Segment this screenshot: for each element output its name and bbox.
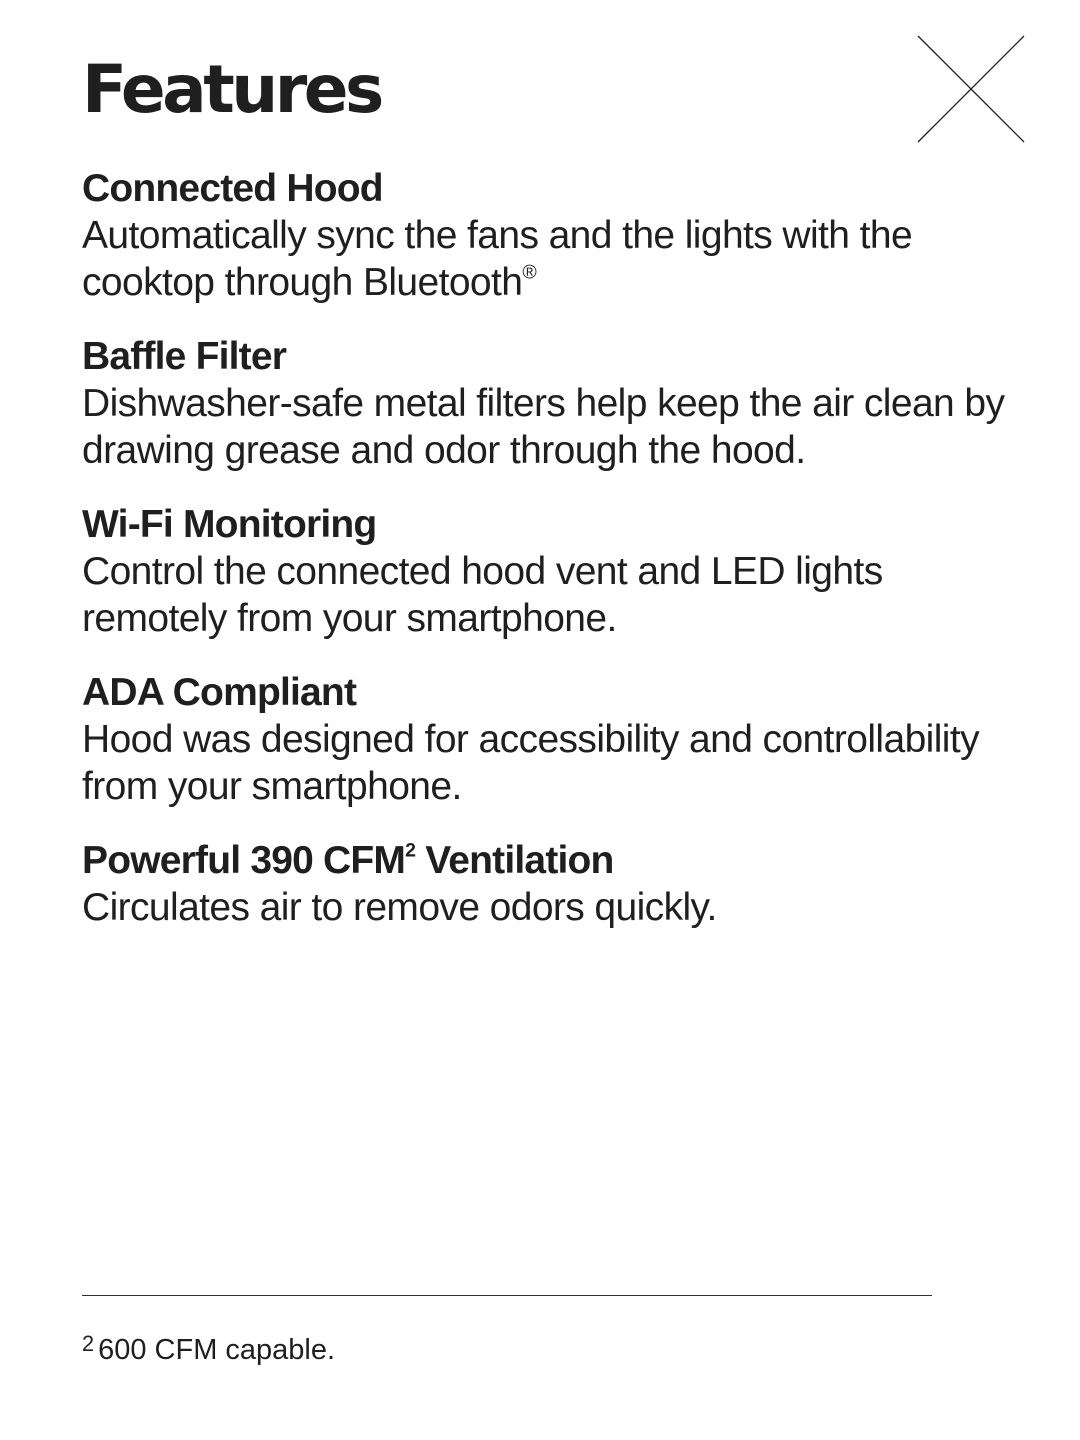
feature-title: Connected Hood bbox=[82, 167, 383, 210]
footnote-divider bbox=[82, 1295, 932, 1296]
feature-title: Wi-Fi Monitoring bbox=[82, 503, 377, 546]
feature-title bbox=[82, 838, 1032, 884]
feature-baffle-filter bbox=[82, 334, 1032, 474]
feature-title: ADA Compliant bbox=[82, 671, 357, 714]
footnote-marker: 2 bbox=[82, 1331, 95, 1357]
feature-description: Circulates air to remove odors quickly. bbox=[82, 886, 717, 929]
feature-description: Control the connected hood vent and LED lights remotely from your smartphone. bbox=[82, 550, 883, 640]
close-icon bbox=[916, 34, 1026, 144]
feature-connected-hood bbox=[82, 166, 1032, 306]
footnote bbox=[82, 1330, 335, 1370]
registered-mark: ® bbox=[522, 261, 537, 284]
feature-ada-compliant bbox=[82, 670, 1032, 810]
footnote-reference: 2 bbox=[405, 839, 416, 862]
page-title: Features bbox=[82, 51, 381, 128]
feature-title: Baffle Filter bbox=[82, 335, 287, 378]
features-list bbox=[82, 166, 1032, 959]
feature-title-text: Powerful 390 CFM bbox=[82, 839, 406, 882]
feature-powerful-ventilation bbox=[82, 838, 1032, 931]
feature-description: Dishwasher-safe metal filters help keep the air clean by drawing grease and odor through the hood. bbox=[82, 382, 1005, 472]
feature-description: Hood was designed for accessibility and controllability from your smartphone. bbox=[82, 718, 979, 808]
footnote-text: 600 CFM capable. bbox=[98, 1334, 336, 1366]
feature-description bbox=[82, 212, 1032, 306]
close-button[interactable] bbox=[916, 34, 1026, 144]
feature-wifi-monitoring bbox=[82, 502, 1032, 642]
feature-description-text: Automatically sync the fans and the lights with the cooktop through Bluetooth bbox=[82, 214, 913, 304]
feature-title-suffix: Ventilation bbox=[415, 839, 614, 882]
